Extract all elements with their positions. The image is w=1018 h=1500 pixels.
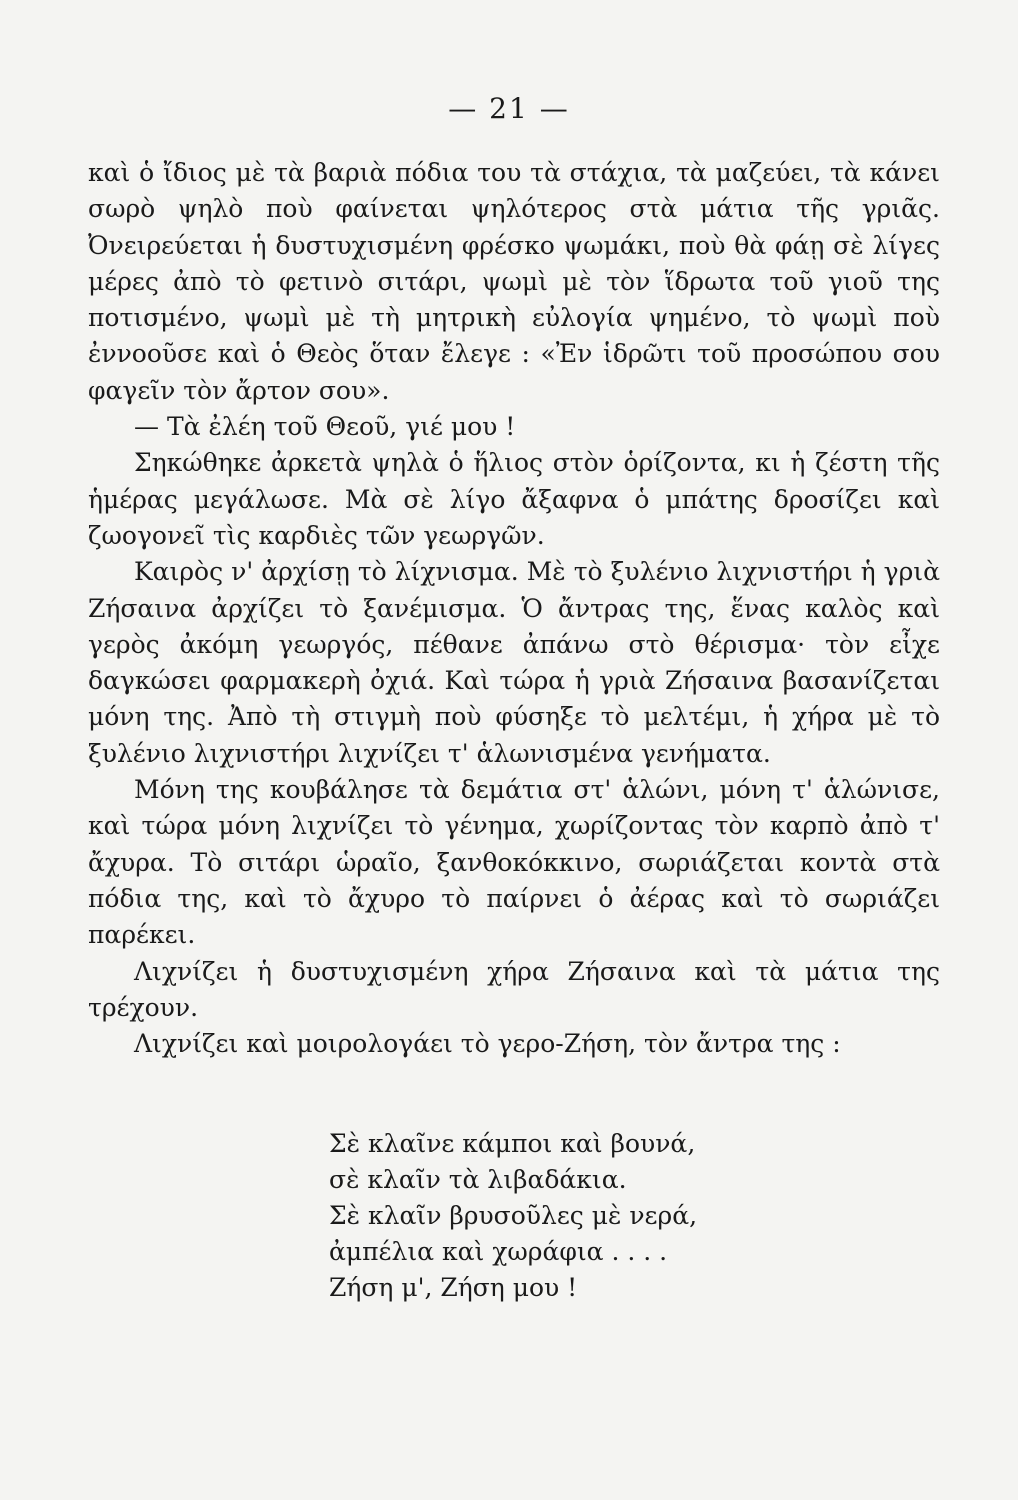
paragraph: Καιρὸς ν' ἀρχίσῃ τὸ λίχνισμα. Μὲ τὸ ξυλένιο λιχνιστήρι ἡ γριὰ Ζήσαινα ἀρχίζει τὸ ξανέμισμα. Ὁ ἄντρας της, ἕνας καλὸς καὶ γερὸς ἀκόμη γεωργός, πέθανε ἀπάνω στὸ θέρισμα· τὸν εἶχε δαγκώσει φαρμακερὴ ὀχιά. Καὶ τώρα ἡ γριὰ Ζήσαινα βασανίζεται μόνη της. Ἀπὸ τὴ στιγμὴ ποὺ φύσηξε τὸ μελτέμι, ἡ χήρα μὲ τὸ ξυλένιο λιχνιστήρι λιχνίζει τ' ἁλωνισμένα γενήματα.: [88, 557, 940, 768]
paragraph: Σηκώθηκε ἀρκετὰ ψηλὰ ὁ ἥλιος στὸν ὁρίζοντα, κι ἡ ζέστη τῆς ἡμέρας μεγάλωσε. Μὰ σὲ λίγο ἄξαφνα ὁ μπάτης δροσίζει καὶ ζωογονεῖ τὶς καρδιὲς τῶν γεωργῶν.: [88, 448, 940, 550]
poem-line: σὲ κλαῖν τὰ λιβαδάκια.: [329, 1165, 627, 1194]
poem-line: Ζήση μ', Ζήση μου !: [329, 1273, 578, 1302]
poem-line: Σὲ κλαῖν βρυσοῦλες μὲ νερά,: [329, 1201, 698, 1230]
paragraph: Λιχνίζει ἡ δυστυχισμένη χήρα Ζήσαινα καὶ τὰ μάτια της τρέχουν.: [88, 956, 940, 1022]
paragraph: καὶ ὁ ἴδιος μὲ τὰ βαριὰ πόδια του τὰ στάχια, τὰ μαζεύει, τὰ κάνει σωρὸ ψηλὸ ποὺ φαίνεται ψηλότερος στὰ μάτια τῆς γριᾶς. Ὀνειρεύεται ἡ δυστυχισμένη φρέσκο ψωμάκι, ποὺ θὰ φάῃ σὲ λίγες μέρες ἀπὸ τὸ φετινὸ σιτάρι, ψωμὶ μὲ τὸν ἵδρωτα τοῦ γιοῦ της ποτισμένο, ψωμὶ μὲ τὴ μητρικὴ εὐλογία ψημένο, τὸ ψωμὶ ποὺ ἐννοοῦσε καὶ ὁ Θεὸς ὅταν ἔλεγε : «Ἐν ἱδρῶτι τοῦ προσώπου σου φαγεῖν τὸν ἄρτον σου».: [88, 158, 940, 405]
lament-poem: [329, 1126, 929, 1306]
paragraph: Λιχνίζει καὶ μοιρολογάει τὸ γερο-Ζήση, τὸν ἄντρα της :: [134, 1029, 841, 1059]
poem-line: ἀμπέλια καὶ χωράφια . . . .: [329, 1237, 668, 1266]
page-number: — 21 —: [448, 92, 570, 125]
body-text: [88, 155, 940, 1062]
paragraph: Μόνη της κουβάλησε τὰ δεμάτια στ' ἁλώνι, μόνη τ' ἁλώνισε, καὶ τώρα μόνη λιχνίζει τὸ γένημα, χωρίζοντας τὸν καρπὸ ἀπὸ τ' ἄχυρα. Τὸ σιτάρι ὡραῖο, ξανθοκόκκινο, σωριάζεται κοντὰ στὰ πόδια της, καὶ τὸ ἄχυρο τὸ παίρνει ὁ ἀέρας καὶ τὸ σωριάζει παρέκει.: [88, 775, 940, 950]
paragraph: — Τὰ ἐλέη τοῦ Θεοῦ, γιέ μου !: [134, 412, 516, 442]
poem-line: Σὲ κλαῖνε κάμποι καὶ βουνά,: [329, 1129, 696, 1158]
